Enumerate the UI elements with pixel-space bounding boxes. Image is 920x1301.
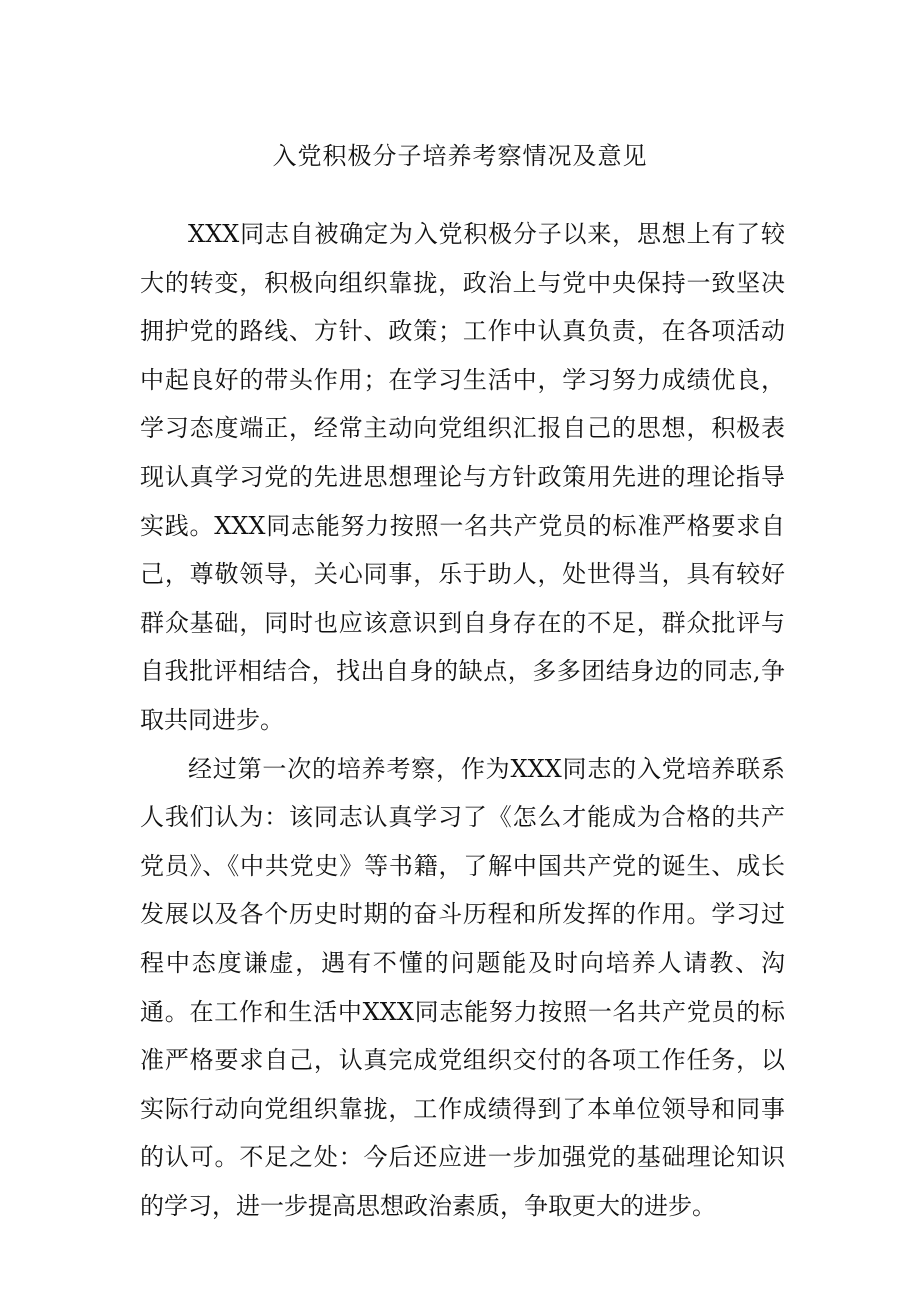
document-title: 入党积极分子培养考察情况及意见 <box>272 142 648 170</box>
paragraph-2: 经过第一次的培养考察，作为XXX同志的入党培养联系人我们认为：该同志认真学习了《怎么才能成为合格的共产党员》、《中共党史》等书籍，了解中国共产党的诞生、成长发展以及各个历史时期的奋斗历程和所发挥的作用。学习过程中态度谦虚，遇有不懂的问题能及时向培养人请教、沟通。在工作和生活中XXX同志能努力按照一名共产党员的标准严格要求自己，认真完成党组织交付的各项工作任务，以实际行动向党组织靠拢，工作成绩得到了本单位领导和同事的认可。不足之处：今后还应进一步加强党的基础理论知识的学习，进一步提高思想政治素质，争取更大的进步。 <box>140 754 785 1220</box>
document-body <box>140 210 785 1230</box>
paragraph-1: XXX同志自被确定为入党积极分子以来，思想上有了较大的转变，积极向组织靠拢，政治上与党中央保持一致坚决拥护党的路线、方针、政策；工作中认真负责，在各项活动中起良好的带头作用；在学习生活中，学习努力成绩优良，学习态度端正，经常主动向党组织汇报自己的思想，积极表现认真学习党的先进思想理论与方针政策用先进的理论指导实践。XXX同志能努力按照一名共产党员的标准严格要求自己，尊敬领导，关心同事，乐于助人，处世得当，具有较好群众基础，同时也应该意识到自身存在的不足，群众批评与自我批评相结合，找出自身的缺点，多多团结身边的同志,争取共同进步。 <box>140 220 785 734</box>
